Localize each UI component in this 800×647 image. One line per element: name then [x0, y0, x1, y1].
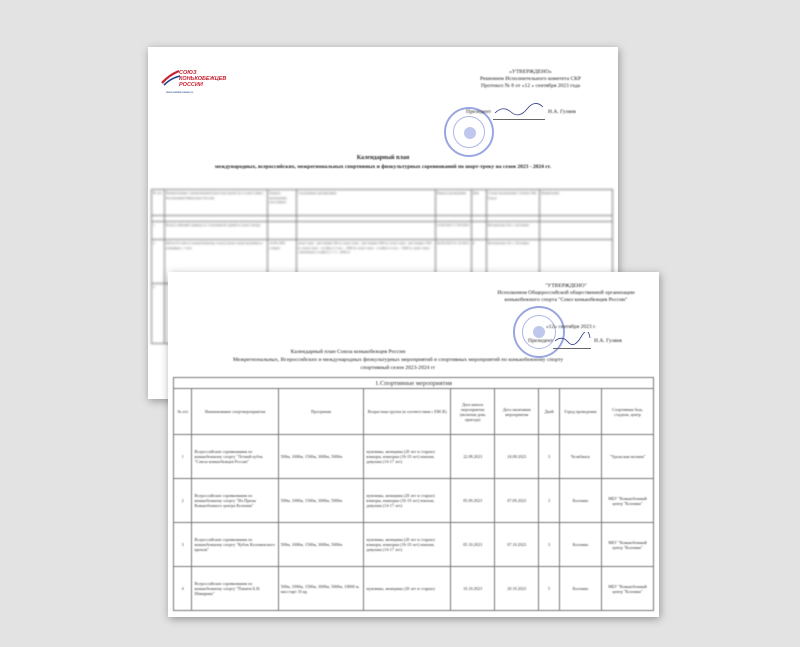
event-dates: 15.09.2023 17.09.2023	[435, 222, 471, 240]
president-label: Президент	[466, 109, 491, 115]
event-venue: МБУ "Конькобежный центр "Коломна"	[601, 567, 653, 611]
event-start-date: 22.08.2023	[451, 435, 495, 479]
event-program: 500м, 1000м, 1500м, 3000м, 5000м	[278, 479, 364, 523]
row-number: 3	[152, 284, 165, 344]
plan-title: Календарный план	[356, 155, 410, 161]
event-city: Коломна	[559, 479, 601, 523]
front-competition-table	[173, 377, 654, 611]
approval-line-1: Решением Исполнительного комитета СКР	[480, 76, 581, 82]
approval-title: «УТВЕРЖДЕНО»	[509, 69, 552, 75]
approval-block	[448, 69, 613, 90]
table-header-row	[174, 389, 654, 435]
event-period: 23.09.1994 старше	[268, 240, 297, 284]
plan-title-line-2: Межрегиональных, Всероссийских и международных физкультурных мероприятий и спортивных мероприятий по конькобежному спорту	[232, 357, 564, 363]
event-program: 500м, 1000м, 1500м, 3000м, 5000м	[278, 523, 364, 567]
table-row	[174, 435, 654, 479]
event-venue: МБУ "Конькобежный центр "Коломна"	[601, 479, 653, 523]
approval-line-1: Исполкомом Общероссийской общественной организации	[497, 290, 635, 296]
column-header: Дней	[539, 389, 560, 435]
column-header: Спортивные дисциплины	[297, 190, 435, 216]
column-header: Дата начала мероприятия (включая день приезда)	[451, 389, 495, 435]
event-start-date: 05.10.2023	[451, 523, 495, 567]
event-days: 3	[539, 435, 560, 479]
column-header: Возрастная группа (в соответствии с ЕВСК)	[364, 389, 451, 435]
event-end-date: 07.10.2023	[495, 523, 539, 567]
column-header: № п/п	[174, 389, 192, 435]
president-signature	[553, 336, 591, 349]
column-header: Период проведения участников	[268, 190, 297, 216]
event-end-date: 24.08.2023	[495, 435, 539, 479]
event-venue: "Уральская молния"	[601, 435, 653, 479]
event-program: 500м, 1000м, 1500м, 3000м, 5000м, 10000 м, масстарт 16 кр.	[278, 567, 364, 611]
event-venue: МБУ "Конькобежный центр "Коломна"	[601, 523, 653, 567]
event-days: 6	[471, 240, 486, 284]
logo-text: СОЮЗ КОНЬКОБЕЖЦЕВ РОССИИ	[179, 70, 227, 88]
column-header: Наименование соревнования/возрастная группа (в соответствии с Положением Минспорта России	[165, 190, 268, 216]
plan-title-line-3: спортивный сезон 2023-2024 гг	[360, 365, 436, 371]
event-name: Всероссийские соревнования по конькобежному спорту "Памяти Б.Н. Шаварина"	[192, 567, 278, 611]
section-row	[174, 378, 654, 389]
row-number: 2	[152, 240, 165, 284]
table-row	[174, 567, 654, 611]
row-number: 4	[174, 567, 192, 611]
column-header: Страна проведения, Субъект РФ, Город	[486, 190, 539, 216]
column-header: Спортивная база, стадион, центр	[601, 389, 653, 435]
event-place: Московская обл. г. Коломна	[486, 222, 539, 240]
column-header: Программа	[278, 389, 364, 435]
approval-line-2: Протокол № 8 от «12 » сентября 2023 года	[480, 83, 581, 89]
skater-logo-icon	[161, 69, 181, 87]
event-name: Всероссийские соревнования по конькобежному спорту "На Призы Конькобежного центра Коломна"	[192, 479, 278, 523]
event-days	[471, 222, 486, 240]
column-header: № п/п	[152, 190, 165, 216]
event-disciplines	[297, 222, 435, 240]
approval-title: "УТВЕРЖДЕНО"	[545, 283, 587, 289]
president-name: Н.А. Гуляев	[548, 109, 576, 115]
table-row	[174, 479, 654, 523]
event-note	[539, 222, 612, 240]
president-name: Н.А. Гуляев	[594, 338, 622, 344]
event-city: Челябинск	[559, 435, 601, 479]
approval-block	[473, 283, 659, 304]
front-document-page	[168, 272, 659, 617]
president-signature	[493, 107, 545, 120]
event-name: Всероссийский семинар (со спортивной судьёй по шорт-треку)	[165, 222, 268, 240]
column-header: Примечание	[539, 190, 612, 216]
approval-line-2: конькобежного спорта "Союз конькобежцев России"	[504, 297, 628, 303]
event-place: Московская обл. г. Коломна	[486, 240, 539, 284]
plan-subtitle: международных, всероссийских, межрегиональных спортивных и физкультурных соревнований по шорт-треку на сезон 2023 - 2024 гг.	[214, 164, 552, 170]
row-number: 2	[174, 479, 192, 523]
event-age-group: мужчины, женщины (20 лет и старше) юниоры, юниорки (16-19 лет) юноши, девушки (14-17 лет)	[364, 479, 451, 523]
table-row	[174, 523, 654, 567]
section-title: 1.Спортивные мероприятия	[174, 378, 654, 389]
row-number: 1	[174, 435, 192, 479]
approval-date: «12» сентября 2023 г.	[546, 324, 596, 330]
column-header: Город проведения	[559, 389, 601, 435]
column-header: Дата окончания мероприятия	[495, 389, 539, 435]
president-label: Президент	[528, 338, 553, 344]
event-name: Всероссийские соревнования по конькобежному спорту "Летний кубок "Союза конькобежцев России"	[192, 435, 278, 479]
event-days: 5	[539, 567, 560, 611]
event-period	[268, 222, 297, 240]
event-age-group: мужчины, женщины (20 лет и старше)	[364, 567, 451, 611]
event-start-date: 05.09.2023	[451, 479, 495, 523]
event-days: 3	[539, 523, 560, 567]
column-header: Наименование спортмероприятия	[192, 389, 278, 435]
event-name: Всероссийские соревнования по конькобежному спорту "Кубок Коломенского кремля"	[192, 523, 278, 567]
logo-website: www.sskaterussia.ru	[166, 90, 194, 94]
table-header-row	[152, 190, 613, 216]
row-number: 3	[174, 523, 192, 567]
event-city: Коломна	[559, 567, 601, 611]
event-program: 500м, 1000м, 1500м, 3000м, 5000м	[278, 435, 364, 479]
event-days: 3	[539, 479, 560, 523]
event-start-date: 16.10.2023	[451, 567, 495, 611]
skr-logo	[161, 69, 231, 99]
column-header: Период проведения	[435, 190, 471, 216]
table-row	[152, 222, 613, 240]
column-header: Дни	[471, 190, 486, 216]
event-end-date: 20.10.2023	[495, 567, 539, 611]
plan-title-line-1: Календарный план Союза конькобежцев России	[290, 349, 406, 355]
event-city: Коломна	[559, 523, 601, 567]
event-age-group: мужчины, женщины (20 лет и старше) юниоры, юниорки (16-19 лет) юноши, девушки (14-17 лет)	[364, 523, 451, 567]
event-disciplines: шорт-трек - дистанция 500 м, шорт-трек - дистанция 1000 м, шорт-трек - дистанция 1500 м, шорт-трек - эстафета 4 чел. - 3000 м, шорт-трек - эстафета 4 чел. - 5000 м, шорт-трек - смешанная эстафета 2 + 2 - 2000 м	[297, 240, 435, 284]
event-dates: 26.09.2023 01.10.2023	[435, 240, 471, 284]
event-end-date: 07.09.2023	[495, 479, 539, 523]
event-name: Кубок России по конькобежному спорту (шорт-трек) мужчины и женщины, 1 этап	[165, 240, 268, 284]
row-number: 1	[152, 222, 165, 240]
event-age-group: мужчины, женщины (20 лет и старше) юниоры, юниорки (16-19 лет) юноши, девушки (14-17 лет)	[364, 435, 451, 479]
